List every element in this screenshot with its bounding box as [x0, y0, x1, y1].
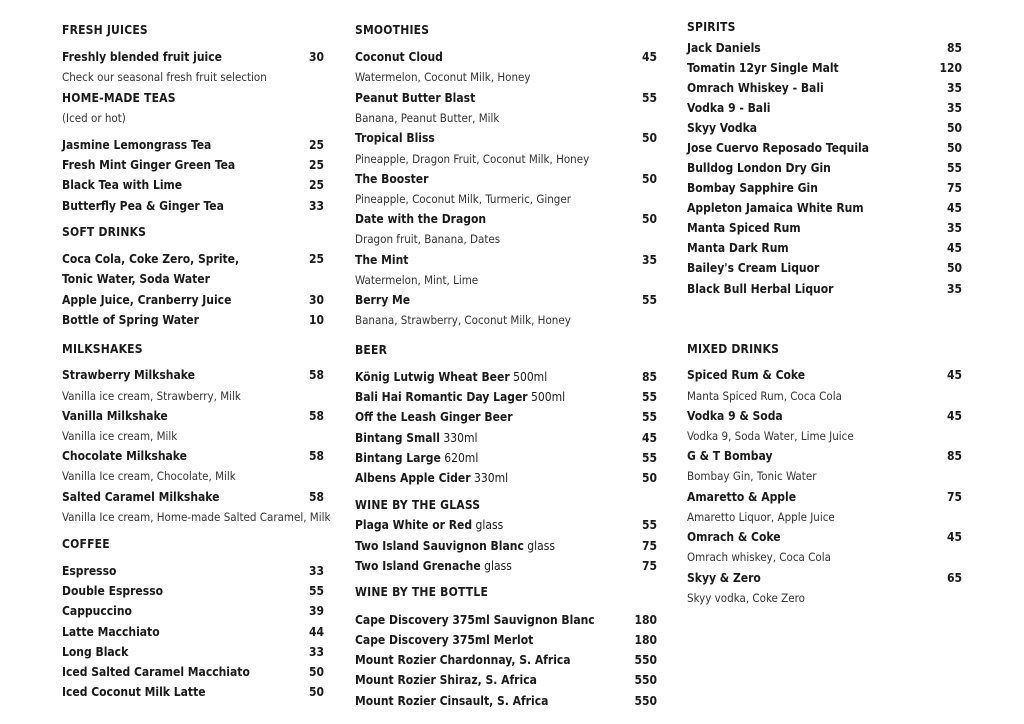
menu-item-description: Vanilla Ice cream, Home-made Salted Caramel, Milk — [62, 510, 331, 524]
menu-item: Bulldog London Dry Gin 55 — [687, 161, 962, 175]
section-title-beer: BEER — [355, 343, 388, 357]
menu-item: Chocolate Milkshake 58 — [62, 449, 324, 463]
menu-item-description: Watermelon, Mint, Lime — [355, 273, 479, 287]
menu-item: Coconut Cloud 45 — [355, 50, 657, 64]
menu-item-description: Vanilla Ice cream, Chocolate, Milk — [62, 469, 236, 483]
menu-item: Jack Daniels 85 — [687, 41, 962, 55]
menu-item-description: Watermelon, Coconut Milk, Honey — [355, 70, 531, 84]
menu-item: Double Espresso 55 — [62, 584, 324, 598]
menu-item: Amaretto & Apple 75 — [687, 490, 962, 504]
menu-item: Espresso 33 — [62, 564, 324, 578]
menu-item: Berry Me 55 — [355, 293, 657, 307]
menu-item: Skyy Vodka 50 — [687, 121, 962, 135]
section-title-spirits: SPIRITS — [687, 20, 736, 34]
menu-item: Vodka 9 - Bali 35 — [687, 101, 962, 115]
menu-item: Fresh Mint Ginger Green Tea 25 — [62, 158, 324, 172]
menu-item-description: Vanilla ice cream, Strawberry, Milk — [62, 389, 241, 403]
menu-item: Peanut Butter Blast 55 — [355, 91, 657, 105]
menu-item: Jose Cuervo Reposado Tequila 50 — [687, 141, 962, 155]
menu-item-description: Pineapple, Dragon Fruit, Coconut Milk, Honey — [355, 152, 590, 166]
menu-item: König Lutwig Wheat Beer 500ml 85 — [355, 370, 657, 384]
menu-item: Salted Caramel Milkshake 58 — [62, 490, 324, 504]
section-title-mixed-drinks: MIXED DRINKS — [687, 342, 780, 356]
menu-item: Mount Rozier Chardonnay, S. Africa 550 — [355, 653, 657, 667]
menu-item-description: Vanilla ice cream, Milk — [62, 429, 178, 443]
menu-item: Appleton Jamaica White Rum 45 — [687, 201, 962, 215]
menu-item: The Mint 35 — [355, 253, 657, 267]
menu-item: Omrach & Coke 45 — [687, 530, 962, 544]
menu-item: Butterfly Pea & Ginger Tea 33 — [62, 199, 324, 213]
menu-item: Spiced Rum & Coke 45 — [687, 368, 962, 382]
menu-item: Freshly blended fruit juice 30 — [62, 50, 324, 64]
menu-item-description: Banana, Peanut Butter, Milk — [355, 111, 500, 125]
menu-item: Black Tea with Lime 25 — [62, 178, 324, 192]
section-title-smoothies: SMOOTHIES — [355, 23, 430, 37]
menu-item: Manta Dark Rum 45 — [687, 241, 962, 255]
menu-item: Two Island Sauvignon Blanc glass 75 — [355, 539, 657, 553]
menu-item: Black Bull Herbal Liquor 35 — [687, 282, 962, 296]
section-note: (Iced or hot) — [62, 111, 126, 125]
menu-item: Bintang Small 330ml 45 — [355, 431, 657, 445]
menu-item: Date with the Dragon 50 — [355, 212, 657, 226]
section-title-fresh-juices: FRESH JUICES — [62, 23, 148, 37]
menu-item-description: Manta Spiced Rum, Coca Cola — [687, 389, 842, 403]
section-title-soft-drinks: SOFT DRINKS — [62, 225, 147, 239]
menu-item: Manta Spiced Rum 35 — [687, 221, 962, 235]
section-title-wine-bottle: WINE BY THE BOTTLE — [355, 585, 489, 599]
menu-item: Mount Rozier Shiraz, S. Africa 550 — [355, 673, 657, 687]
menu-item: Off the Leash Ginger Beer 55 — [355, 410, 657, 424]
section-title-milkshakes: MILKSHAKES — [62, 342, 143, 356]
menu-item: Long Black 33 — [62, 645, 324, 659]
menu-item: Cape Discovery 375ml Sauvignon Blanc 180 — [355, 613, 657, 627]
menu-item: Two Island Grenache glass 75 — [355, 559, 657, 573]
menu-item: Tomatin 12yr Single Malt 120 — [687, 61, 962, 75]
menu-item: Tonic Water, Soda Water — [62, 272, 210, 286]
section-title-coffee: COFFEE — [62, 537, 110, 551]
menu-item: Cappuccino 39 — [62, 604, 324, 618]
menu-item: Bottle of Spring Water 10 — [62, 313, 324, 327]
menu-item: G & T Bombay 85 — [687, 449, 962, 463]
menu-item: Omrach Whiskey - Bali 35 — [687, 81, 962, 95]
menu-item: Bintang Large 620ml 55 — [355, 451, 657, 465]
menu-item-description: Check our seasonal fresh fruit selection — [62, 70, 267, 84]
menu-item: Jasmine Lemongrass Tea 25 — [62, 138, 324, 152]
menu-item: Bombay Sapphire Gin 75 — [687, 181, 962, 195]
menu-item: Bali Hai Romantic Day Lager 500ml 55 — [355, 390, 657, 404]
menu-item: Apple Juice, Cranberry Juice 30 — [62, 293, 324, 307]
menu-item: Strawberry Milkshake 58 — [62, 368, 324, 382]
section-title-teas: HOME-MADE TEAS — [62, 91, 176, 105]
menu-item-description: Banana, Strawberry, Coconut Milk, Honey — [355, 313, 571, 327]
menu-item: Albens Apple Cider 330ml 50 — [355, 471, 657, 485]
menu-item: The Booster 50 — [355, 172, 657, 186]
menu-item-description: Bombay Gin, Tonic Water — [687, 469, 817, 483]
menu-item-description: Vodka 9, Soda Water, Lime Juice — [687, 429, 854, 443]
menu-item: Tropical Bliss 50 — [355, 131, 657, 145]
menu-item: Latte Macchiato 44 — [62, 625, 324, 639]
menu-item-description: Skyy vodka, Coke Zero — [687, 591, 805, 605]
menu-item: Iced Salted Caramel Macchiato 50 — [62, 665, 324, 679]
menu-item-description: Omrach whiskey, Coca Cola — [687, 550, 831, 564]
menu-item: Cape Discovery 375ml Merlot 180 — [355, 633, 657, 647]
menu-item: Skyy & Zero 65 — [687, 571, 962, 585]
menu-item: Vanilla Milkshake 58 — [62, 409, 324, 423]
menu-item-description: Pineapple, Coconut Milk, Turmeric, Ginger — [355, 192, 571, 206]
menu-item: Bailey's Cream Liquor 50 — [687, 261, 962, 275]
menu-item: Iced Coconut Milk Latte 50 — [62, 685, 324, 699]
menu-item-description: Amaretto Liquor, Apple Juice — [687, 510, 835, 524]
section-title-wine-glass: WINE BY THE GLASS — [355, 498, 481, 512]
menu-item-description: Dragon fruit, Banana, Dates — [355, 232, 501, 246]
menu-item: Vodka 9 & Soda 45 — [687, 409, 962, 423]
menu-item: Plaga White or Red glass 55 — [355, 518, 657, 532]
menu-item: Coca Cola, Coke Zero, Sprite, 25 — [62, 252, 324, 266]
menu-item: Mount Rozier Cinsault, S. Africa 550 — [355, 694, 657, 708]
